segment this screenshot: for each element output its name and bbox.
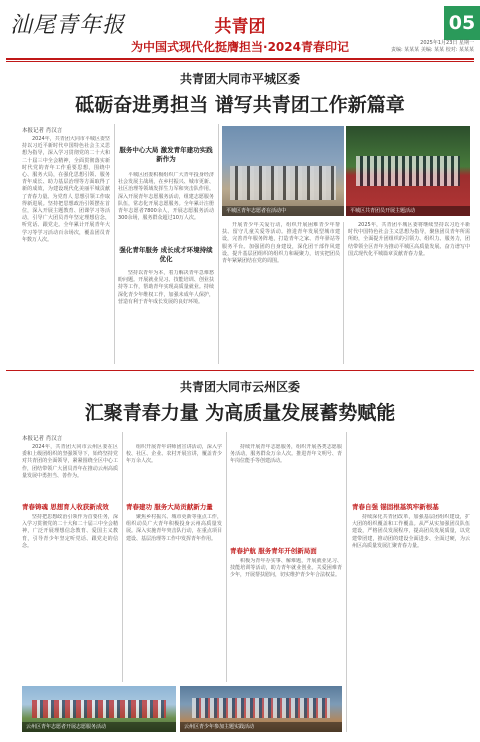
- dateline-date: 2025年1月23日 星期一: [420, 40, 474, 46]
- group-figures: [32, 700, 166, 718]
- article2-col4-subhead: 青春自强 锚固根基筑牢新根基: [352, 503, 439, 511]
- article1-col2-subhead-2: 强化青年服务 成长成才环境持续优化: [119, 246, 213, 263]
- article-separator: [6, 370, 474, 371]
- column-divider: [122, 432, 123, 682]
- masthead-rule-thin: [6, 61, 474, 62]
- article1-column-4: [348, 222, 470, 364]
- column-divider: [114, 124, 115, 364]
- article2-col1-text: 2024年，共青团大同市云州区委在区委和上级团组织的坚强领导下，始终坚持党对共青团的全面领导，紧紧围绕全区中心工作，团结带领广大团员青年在推动云州高质量发展中勇担当、善作为。: [22, 444, 118, 479]
- section-title: 共青团: [214, 17, 266, 37]
- article1-photo2-caption: 平城区共青团员开展主题活动: [346, 206, 470, 216]
- article2-photo1-caption: 云州区青年志愿者开展志愿服务活动: [22, 722, 176, 732]
- dateline: [391, 40, 474, 54]
- article2-photo-activity: [180, 686, 342, 732]
- masthead-rule: [6, 58, 474, 60]
- article2-col4-text: 持续深化共青团改革，加强基层团组织建设，扩大团的组织覆盖和工作覆盖。从严从实加强团员队伍建设，严格团员发展程序，提高团员发展质量，以党建带团建，推动团的建设全面进步、全面过硬，为云州区高质量发展汇聚青春力量。: [352, 514, 470, 549]
- group-figures: [192, 698, 330, 718]
- article1-kicker: 共青团大同市平城区委: [179, 72, 300, 86]
- group-figures: [230, 166, 336, 200]
- article1-headline: 砥砺奋进勇担当 谱写共青团工作新篇章: [75, 94, 405, 116]
- article2-column-1: [22, 444, 118, 498]
- dateline-editors: 责编: 某某某 美编: 某某 校对: 某某某: [390, 47, 474, 53]
- article1-column-3: [222, 222, 340, 364]
- article1-col3-text: 开展青少年关爱行动，组织开展困难青少年帮扶、留守儿童关爱等活动。推进青年发展型城市建设，完善青年服务阵地，打造青年之家、青年驿站等服务平台。加强团的自身建设，深化团干部作风建设，提升基层团组织的组织力和凝聚力，切实把团员青年紧紧团结在党的周围。: [222, 222, 340, 265]
- article2-byline: 本报记者 肖汉言: [22, 436, 63, 442]
- article2-col3-text: 持续开展青年志愿服务，组织开展各类志愿服务活动，服务群众万余人次。推进青年文明号、青年岗位能手等创建活动。: [230, 444, 342, 465]
- article2-column-3: [230, 444, 342, 524]
- column-divider: [218, 124, 219, 364]
- article2-headline: 汇聚青春力量 为高质量发展蓄势赋能: [84, 402, 396, 424]
- article1-column-1: [22, 136, 110, 364]
- article2-col2-subhead: 青春建功 服务大局贡献新力量: [126, 503, 213, 511]
- article1-photo1-caption: 平城区青年志愿者在活动中: [222, 206, 344, 216]
- article2-photo2-caption: 云州区青少年参加主题实践活动: [180, 722, 342, 732]
- column-divider: [226, 432, 227, 682]
- page-subtitle: 为中国式现代化挺膺担当·2024青春印记: [131, 40, 349, 54]
- article2-col3-subhead: 青春护航 服务青年开创新局面: [230, 547, 317, 555]
- page-number-badge: 05: [444, 6, 480, 40]
- column-divider: [343, 222, 344, 364]
- article2-photo-volunteers: [22, 686, 176, 732]
- article1-photo-activity: [346, 126, 470, 216]
- newspaper-logo: 汕尾青年报: [10, 13, 126, 38]
- article1-byline: 本报记者 肖汉言: [22, 128, 63, 134]
- article2-col1b-text: 坚持把思想政治引领作为首要任务，深入学习贯彻党的二十大和二十届三中全会精神，广泛开展理想信念教育、爱国主义教育，引导青少年坚定听党话、跟党走的信念。: [22, 514, 118, 549]
- article1-photo-volunteers: [222, 126, 344, 216]
- article2-column-2: [126, 444, 222, 494]
- article1-col4-text: 2025年，共青团平城区委将继续坚持以习近平新时代中国特色社会主义思想为指导，聚焦团员青年所需所盼，全面提升团组织的引领力、组织力、服务力，团结带领全区青年为推动平城区高质量发展、奋力谱写中国式现代化平城篇章贡献青春力量。: [348, 222, 470, 257]
- article1-col2-text: 平城区团委积极组织广大青年投身经济社会发展主战场，在乡村振兴、城市更新、社区治理等领域发挥生力军和突击队作用。深入开展青年志愿服务活动，组建志愿服务队伍，常态化开展志愿服务。全年累计注册青年志愿者7800余人，开展志愿服务活动300余场，服务群众超过10万人次。: [118, 172, 214, 222]
- article2-kicker: 共青团大同市云州区委: [179, 380, 300, 394]
- article2-col1-subhead: 青春铸魂 思想育人收获新成效: [22, 503, 109, 511]
- article2-column-4: [352, 514, 470, 732]
- article2-column-3b: [230, 558, 342, 682]
- article1-column-2b: [118, 270, 214, 364]
- article2-col3b-text: 积极为青年办实事、解难题，开展就业见习、技能培训等活动，助力青年就业创业。关爱困难青少年，开展帮扶慰问，切实维护青少年合法权益。: [230, 558, 342, 579]
- article2-column-2b: [126, 514, 222, 682]
- article1-col2b-text: 坚持以青年为本，着力解决青年急难愁盼问题。开展就业见习、技能培训、创业扶持等工作，帮助青年实现高质量就业。持续深化青少年维权工作，加强未成年人保护，营造有利于青年成长发展的良好环境。: [118, 270, 214, 305]
- article2-col2b-text: 聚焦乡村振兴、城市更新等重点工作，组织动员广大青年积极投身云州高质量发展。深入实施青年突击队行动，在重点项目建设、基层治理等工作中发挥青年作用。: [126, 514, 222, 542]
- article1-col2-subhead: 服务中心大局 激发青年建功实践新作为: [119, 146, 213, 163]
- article1-column-2: [118, 172, 214, 238]
- stage-figures: [356, 156, 460, 186]
- column-divider: [346, 432, 347, 732]
- article2-column-1b: [22, 514, 118, 682]
- masthead: [0, 0, 480, 62]
- article2-col2-text: 组织开展青年讲师团宣讲活动，深入学校、社区、企业、农村开展宣讲，覆盖青少年万余人次。: [126, 444, 222, 465]
- article1-col1-text: 2024年，共青团大同市平城区委坚持以习近平新时代中国特色社会主义思想为指导，深入学习贯彻党的二十大和二十届三中全会精神，全面贯彻落实新时代党的青年工作重要思想，围绕中心、服务大局，在强化思想引领、服务青年成长、助力基层治理等方面取得了新的成效，为建设现代化美丽平城贡献了青春力量。为党育人 思想引领工作取得新进展。坚持把思想政治引领摆在首位，深入开展主题教育、团课学习等活动，引导广大团员青年坚定理想信念，听党话、跟党走。全年累计开展青年大学习等学习活动百余场次，覆盖团员青年数万人次。: [22, 136, 110, 243]
